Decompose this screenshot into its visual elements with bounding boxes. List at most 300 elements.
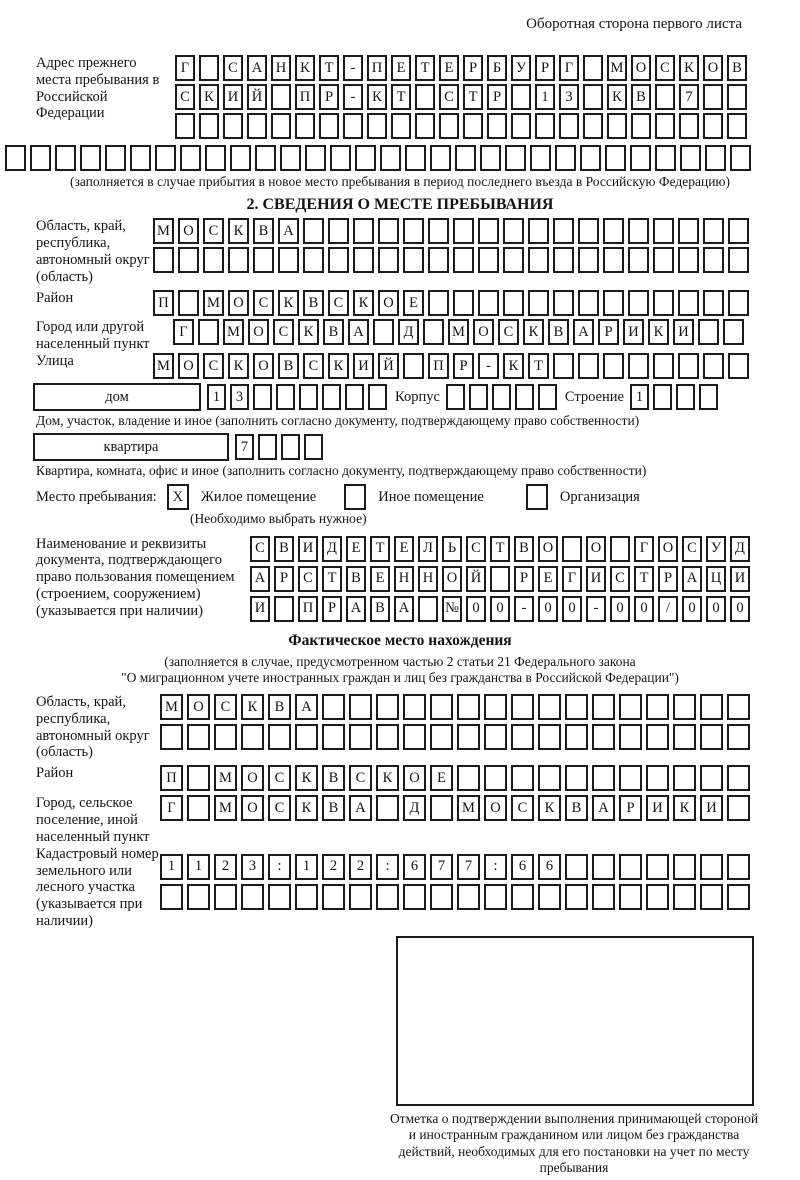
char-cell: 1	[295, 854, 318, 880]
char-cell: 0	[610, 596, 630, 622]
korpus-cells	[446, 384, 557, 410]
char-cell: В	[370, 596, 390, 622]
char-cell	[535, 113, 555, 139]
char-cell: О	[538, 536, 558, 562]
char-cell: С	[250, 536, 270, 562]
char-cell: Н	[418, 566, 438, 592]
char-cell: В	[278, 353, 299, 379]
char-cell	[628, 218, 649, 244]
char-cell	[376, 724, 399, 750]
char-cell	[253, 384, 272, 410]
char-cell: Г	[562, 566, 582, 592]
char-cell: 0	[634, 596, 654, 622]
char-cell	[391, 113, 411, 139]
char-cell: С	[273, 319, 294, 345]
cadastral-row-2	[160, 884, 750, 910]
char-cell	[490, 566, 510, 592]
char-cell	[653, 384, 672, 410]
region-row-2	[153, 247, 749, 273]
char-cell: Е	[430, 765, 453, 791]
char-cell: В	[631, 84, 651, 110]
char-cell	[343, 113, 363, 139]
char-cell	[555, 145, 576, 171]
char-cell	[457, 884, 480, 910]
city-row	[173, 319, 744, 345]
char-cell: И	[586, 566, 606, 592]
char-cell: Т	[319, 55, 339, 81]
char-cell: Е	[394, 536, 414, 562]
char-cell	[430, 145, 451, 171]
char-cell	[187, 795, 210, 821]
char-cell: П	[367, 55, 387, 81]
char-cell: И	[646, 795, 669, 821]
char-cell: С	[610, 566, 630, 592]
char-cell: Г	[175, 55, 195, 81]
char-cell	[678, 353, 699, 379]
char-cell: М	[160, 694, 183, 720]
char-cell	[727, 84, 747, 110]
char-cell	[80, 145, 101, 171]
char-cell: Е	[370, 566, 390, 592]
char-cell	[415, 84, 435, 110]
fact-region-row-2	[160, 724, 750, 750]
char-cell	[553, 353, 574, 379]
char-cell	[199, 113, 219, 139]
char-cell	[610, 536, 630, 562]
char-cell	[305, 145, 326, 171]
char-cell	[187, 884, 210, 910]
char-cell	[703, 247, 724, 273]
char-cell	[511, 84, 531, 110]
char-cell	[592, 854, 615, 880]
char-cell: В	[548, 319, 569, 345]
char-cell: О	[241, 765, 264, 791]
char-cell: 2	[322, 854, 345, 880]
char-cell	[428, 218, 449, 244]
char-cell: К	[673, 795, 696, 821]
char-cell: С	[175, 84, 195, 110]
char-cell	[322, 884, 345, 910]
char-cell	[30, 145, 51, 171]
char-cell: Р	[463, 55, 483, 81]
char-cell: 1	[207, 384, 226, 410]
char-cell: К	[295, 55, 315, 81]
char-cell: №	[442, 596, 462, 622]
char-cell	[703, 353, 724, 379]
char-cell	[680, 145, 701, 171]
char-cell: Г	[173, 319, 194, 345]
char-cell	[646, 765, 669, 791]
char-cell: -	[343, 55, 363, 81]
char-cell	[415, 113, 435, 139]
cadastral-rows	[160, 854, 750, 914]
char-cell: С	[268, 795, 291, 821]
char-cell: У	[511, 55, 531, 81]
char-cell: Т	[528, 353, 549, 379]
char-cell	[700, 765, 723, 791]
char-cell: К	[648, 319, 669, 345]
option-zhiloe-label: Жилое помещение	[200, 488, 317, 505]
apartment-row	[0, 433, 800, 461]
char-cell	[353, 218, 374, 244]
char-cell	[484, 694, 507, 720]
char-cell: С	[298, 566, 318, 592]
char-cell	[565, 724, 588, 750]
stay-type-row	[0, 484, 800, 510]
char-cell: 0	[682, 596, 702, 622]
char-cell	[280, 145, 301, 171]
char-cell	[446, 384, 465, 410]
char-cell	[295, 113, 315, 139]
char-cell	[368, 384, 387, 410]
char-cell	[478, 247, 499, 273]
char-cell	[703, 84, 723, 110]
char-cell: 3	[241, 854, 264, 880]
char-cell	[241, 724, 264, 750]
char-cell	[505, 145, 526, 171]
char-cell	[728, 247, 749, 273]
fact-city-label: Город, сельское поселение, иной населенный пункт	[36, 795, 150, 845]
char-cell: 1	[630, 384, 649, 410]
char-cell: Р	[487, 84, 507, 110]
char-cell: 6	[403, 854, 426, 880]
char-cell	[528, 247, 549, 273]
char-cell: П	[153, 290, 174, 316]
char-cell	[205, 145, 226, 171]
stroenie-label: Строение	[564, 388, 624, 405]
char-cell	[730, 145, 751, 171]
char-cell	[538, 724, 561, 750]
char-cell: Г	[634, 536, 654, 562]
char-cell: Р	[319, 84, 339, 110]
char-cell	[428, 290, 449, 316]
char-cell	[723, 319, 744, 345]
char-cell: С	[498, 319, 519, 345]
prev-address-row-2	[175, 84, 747, 110]
char-cell: М	[153, 353, 174, 379]
char-cell	[628, 290, 649, 316]
char-cell: 0	[538, 596, 558, 622]
char-cell: С	[253, 290, 274, 316]
char-cell: С	[303, 353, 324, 379]
char-cell: Р	[535, 55, 555, 81]
char-cell	[304, 434, 323, 460]
char-cell: О	[178, 218, 199, 244]
char-cell: К	[376, 765, 399, 791]
char-cell	[678, 247, 699, 273]
char-cell	[628, 247, 649, 273]
char-cell: А	[573, 319, 594, 345]
char-cell	[255, 145, 276, 171]
char-cell: О	[248, 319, 269, 345]
char-cell	[578, 353, 599, 379]
char-cell: Р	[453, 353, 474, 379]
char-cell: В	[253, 218, 274, 244]
char-cell: И	[673, 319, 694, 345]
actual-location-caption-1: (заполняется в случае, предусмотренном частью 2 статьи 21 Федерального закона	[164, 653, 636, 669]
char-cell	[592, 765, 615, 791]
char-cell: Н	[271, 55, 291, 81]
char-cell: 3	[230, 384, 249, 410]
char-cell: В	[514, 536, 534, 562]
char-cell	[214, 884, 237, 910]
char-cell	[653, 218, 674, 244]
char-cell	[646, 854, 669, 880]
char-cell	[478, 218, 499, 244]
char-cell: К	[538, 795, 561, 821]
prev-address-rows	[175, 55, 747, 142]
fact-region-row-1	[160, 694, 750, 720]
char-cell	[405, 145, 426, 171]
char-cell: А	[348, 319, 369, 345]
char-cell	[328, 218, 349, 244]
char-cell: М	[214, 765, 237, 791]
char-cell	[578, 218, 599, 244]
stroenie-cells	[630, 384, 718, 410]
char-cell: /	[658, 596, 678, 622]
char-cell	[478, 290, 499, 316]
char-cell: О	[253, 353, 274, 379]
char-cell	[705, 145, 726, 171]
char-cell	[592, 694, 615, 720]
char-cell	[418, 596, 438, 622]
char-cell	[160, 724, 183, 750]
char-cell	[160, 884, 183, 910]
char-cell: 3	[559, 84, 579, 110]
char-cell	[199, 55, 219, 81]
document-field	[0, 536, 800, 626]
cadastral-label: Кадастровый номер земельного или лесного участка (указывается при наличии)	[36, 845, 159, 929]
char-cell	[511, 694, 534, 720]
char-cell	[700, 724, 723, 750]
char-cell	[511, 724, 534, 750]
char-cell: К	[523, 319, 544, 345]
house-box-label: дом	[33, 383, 201, 411]
char-cell	[469, 384, 488, 410]
stay-type-label: Место пребывания:	[36, 488, 157, 505]
option-inoe-label: Иное помещение	[378, 488, 484, 505]
char-cell	[700, 884, 723, 910]
char-cell: Д	[398, 319, 419, 345]
region-field	[0, 218, 800, 285]
char-cell: И	[223, 84, 243, 110]
char-cell: А	[394, 596, 414, 622]
char-cell: В	[274, 536, 294, 562]
char-cell: С	[439, 84, 459, 110]
char-cell: А	[682, 566, 702, 592]
fact-city-field	[0, 795, 800, 845]
char-cell	[528, 218, 549, 244]
apartment-cells	[235, 434, 323, 460]
char-cell: С	[349, 765, 372, 791]
char-cell	[230, 145, 251, 171]
region-rows	[153, 218, 749, 276]
char-cell: 0	[466, 596, 486, 622]
char-cell	[583, 113, 603, 139]
char-cell: О	[187, 694, 210, 720]
region-label: Область, край, республика, автономный округ (область)	[36, 218, 150, 285]
char-cell	[276, 384, 295, 410]
char-cell: -	[343, 84, 363, 110]
char-cell: П	[298, 596, 318, 622]
char-cell: Т	[490, 536, 510, 562]
char-cell	[268, 884, 291, 910]
fact-region-field	[0, 694, 800, 761]
char-cell: К	[228, 353, 249, 379]
char-cell: К	[353, 290, 374, 316]
char-cell	[223, 113, 243, 139]
char-cell	[430, 694, 453, 720]
fact-region-label: Область, край, республика, автономный округ (область)	[36, 694, 150, 761]
char-cell: Т	[322, 566, 342, 592]
char-cell	[673, 884, 696, 910]
char-cell	[428, 247, 449, 273]
char-cell: 7	[457, 854, 480, 880]
char-cell	[553, 247, 574, 273]
char-cell: Т	[391, 84, 411, 110]
char-cell	[653, 353, 674, 379]
char-cell: Ц	[706, 566, 726, 592]
document-row-1	[250, 536, 750, 562]
checkbox-zhiloe-pomeshchenie: X	[167, 484, 189, 510]
char-cell	[463, 113, 483, 139]
char-cell: 0	[730, 596, 750, 622]
char-cell	[295, 884, 318, 910]
char-cell	[619, 724, 642, 750]
char-cell: Й	[378, 353, 399, 379]
char-cell	[303, 218, 324, 244]
char-cell	[187, 724, 210, 750]
char-cell	[430, 724, 453, 750]
char-cell: Б	[487, 55, 507, 81]
char-cell	[271, 113, 291, 139]
char-cell: 7	[235, 434, 254, 460]
char-cell	[655, 84, 675, 110]
char-cell	[655, 113, 675, 139]
char-cell: У	[706, 536, 726, 562]
char-cell	[175, 113, 195, 139]
char-cell: О	[473, 319, 494, 345]
char-cell: К	[199, 84, 219, 110]
char-cell	[503, 218, 524, 244]
char-cell: И	[730, 566, 750, 592]
char-cell	[403, 694, 426, 720]
char-cell	[322, 694, 345, 720]
char-cell	[430, 884, 453, 910]
char-cell: С	[655, 55, 675, 81]
char-cell	[655, 145, 676, 171]
document-row-3	[250, 596, 750, 622]
char-cell	[678, 290, 699, 316]
char-cell: Н	[394, 566, 414, 592]
char-cell	[258, 434, 277, 460]
char-cell: Т	[415, 55, 435, 81]
char-cell: К	[298, 319, 319, 345]
char-cell: М	[223, 319, 244, 345]
char-cell: Г	[559, 55, 579, 81]
char-cell: В	[727, 55, 747, 81]
char-cell	[592, 884, 615, 910]
char-cell	[727, 724, 750, 750]
street-label: Улица	[36, 353, 74, 370]
char-cell: 1	[160, 854, 183, 880]
header-note: Оборотная сторона первого листа	[526, 16, 742, 32]
char-cell: 0	[706, 596, 726, 622]
char-cell	[373, 319, 394, 345]
char-cell: В	[303, 290, 324, 316]
char-cell	[727, 694, 750, 720]
char-cell	[439, 113, 459, 139]
street-row	[153, 353, 749, 379]
char-cell	[727, 765, 750, 791]
char-cell	[580, 145, 601, 171]
document-rows	[250, 536, 750, 626]
char-cell	[268, 724, 291, 750]
char-cell	[630, 145, 651, 171]
char-cell: И	[623, 319, 644, 345]
char-cell	[484, 724, 507, 750]
char-cell	[198, 319, 219, 345]
char-cell	[355, 145, 376, 171]
char-cell	[703, 290, 724, 316]
char-cell	[423, 319, 444, 345]
char-cell	[178, 290, 199, 316]
char-cell: 0	[562, 596, 582, 622]
char-cell: О	[631, 55, 651, 81]
char-cell: О	[403, 765, 426, 791]
char-cell	[653, 247, 674, 273]
char-cell	[553, 290, 574, 316]
char-cell: О	[658, 536, 678, 562]
district-row	[153, 290, 749, 316]
char-cell: А	[295, 694, 318, 720]
char-cell	[619, 765, 642, 791]
char-cell: -	[514, 596, 534, 622]
city-label: Город или другой населенный пункт	[36, 319, 150, 353]
char-cell: К	[295, 765, 318, 791]
char-cell	[295, 724, 318, 750]
char-cell: К	[241, 694, 264, 720]
char-cell: Л	[418, 536, 438, 562]
char-cell	[178, 247, 199, 273]
char-cell: Р	[514, 566, 534, 592]
char-cell	[646, 724, 669, 750]
char-cell	[727, 854, 750, 880]
char-cell	[673, 854, 696, 880]
char-cell: 7	[679, 84, 699, 110]
char-cell: М	[153, 218, 174, 244]
char-cell: 6	[538, 854, 561, 880]
char-cell	[553, 218, 574, 244]
fact-region-rows	[160, 694, 750, 753]
char-cell	[322, 384, 341, 410]
char-cell	[559, 113, 579, 139]
char-cell	[403, 247, 424, 273]
char-cell	[515, 384, 534, 410]
char-cell: С	[328, 290, 349, 316]
char-cell: Г	[160, 795, 183, 821]
char-cell: С	[466, 536, 486, 562]
city-field	[0, 319, 800, 353]
char-cell	[607, 113, 627, 139]
char-cell	[457, 765, 480, 791]
char-cell: Р	[274, 566, 294, 592]
stamp-area	[396, 936, 754, 1106]
street-field	[0, 353, 800, 379]
region-row-1	[153, 218, 749, 244]
char-cell	[603, 218, 624, 244]
option-org-label: Организация	[559, 488, 640, 505]
